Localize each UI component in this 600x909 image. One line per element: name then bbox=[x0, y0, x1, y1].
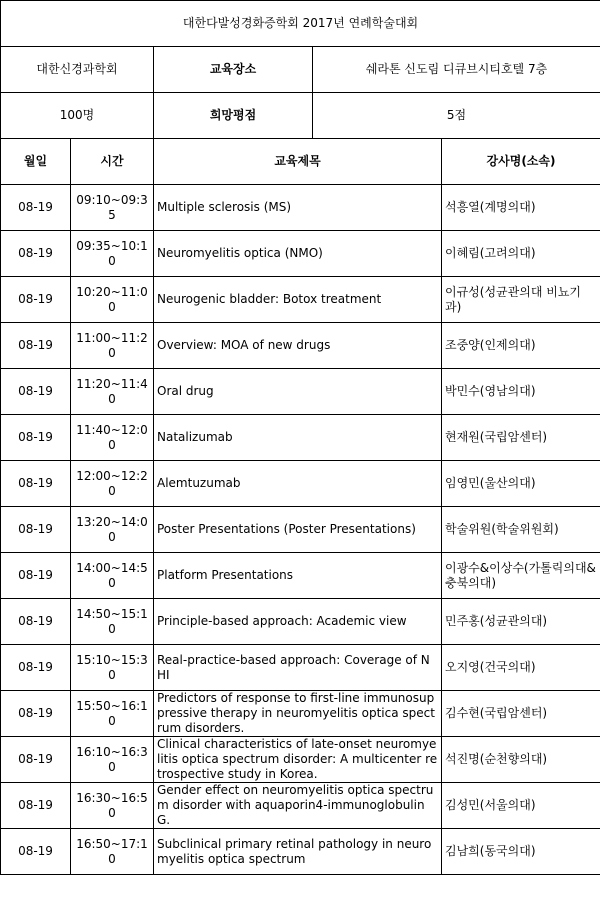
row-lecturer: 이광수&이상수(가톨릭의대&충북의대) bbox=[442, 553, 600, 599]
points-label: 희망평점 bbox=[154, 93, 313, 139]
row-date: 08-19 bbox=[1, 737, 71, 783]
row-time: 09:10~09:35 bbox=[71, 185, 154, 231]
row-lecturer: 조중양(인제의대) bbox=[442, 323, 600, 369]
row-subject: Multiple sclerosis (MS) bbox=[154, 185, 442, 231]
table-row bbox=[1, 599, 600, 645]
table-row bbox=[1, 415, 600, 461]
table-row bbox=[1, 553, 600, 599]
table-row bbox=[1, 461, 600, 507]
row-time: 16:30~16:50 bbox=[71, 783, 154, 829]
row-date: 08-19 bbox=[1, 599, 71, 645]
header-subject: 교육제목 bbox=[154, 139, 442, 185]
row-date: 08-19 bbox=[1, 415, 71, 461]
row-date: 08-19 bbox=[1, 645, 71, 691]
table-row bbox=[1, 369, 600, 415]
meta-row-points bbox=[1, 93, 600, 139]
row-subject: Real-practice-based approach: Coverage of NHI bbox=[154, 645, 442, 691]
row-subject: Predictors of response to first-line immunosuppressive therapy in neuromyelitis optica spectrum disorders. bbox=[154, 691, 442, 737]
row-subject: Overview: MOA of new drugs bbox=[154, 323, 442, 369]
row-time: 11:00~11:20 bbox=[71, 323, 154, 369]
table-row bbox=[1, 829, 600, 875]
row-subject: Neurogenic bladder: Botox treatment bbox=[154, 277, 442, 323]
row-lecturer: 현재원(국립암센터) bbox=[442, 415, 600, 461]
row-date: 08-19 bbox=[1, 185, 71, 231]
table-row bbox=[1, 323, 600, 369]
row-time: 16:10~16:30 bbox=[71, 737, 154, 783]
row-lecturer: 박민수(영남의대) bbox=[442, 369, 600, 415]
row-date: 08-19 bbox=[1, 691, 71, 737]
table-row bbox=[1, 277, 600, 323]
row-lecturer: 임영민(울산의대) bbox=[442, 461, 600, 507]
table-row bbox=[1, 507, 600, 553]
row-subject: Subclinical primary retinal pathology in neuromyelitis optica spectrum bbox=[154, 829, 442, 875]
row-time: 11:20~11:40 bbox=[71, 369, 154, 415]
row-time: 14:00~14:50 bbox=[71, 553, 154, 599]
row-time: 09:35~10:10 bbox=[71, 231, 154, 277]
title-row bbox=[1, 1, 600, 47]
table-row bbox=[1, 645, 600, 691]
row-subject: Clinical characteristics of late-onset neuromyelitis optica spectrum disorder: A multicenter retrospective study in Korea. bbox=[154, 737, 442, 783]
capacity: 100명 bbox=[1, 93, 154, 139]
row-date: 08-19 bbox=[1, 277, 71, 323]
venue: 쉐라톤 신도림 디큐브시티호텔 7층 bbox=[313, 47, 600, 93]
row-lecturer: 김남희(동국의대) bbox=[442, 829, 600, 875]
row-lecturer: 민주홍(성균관의대) bbox=[442, 599, 600, 645]
table-row bbox=[1, 185, 600, 231]
row-date: 08-19 bbox=[1, 323, 71, 369]
row-time: 10:20~11:00 bbox=[71, 277, 154, 323]
row-subject: Poster Presentations (Poster Presentations) bbox=[154, 507, 442, 553]
row-time: 11:40~12:00 bbox=[71, 415, 154, 461]
header-row bbox=[1, 139, 600, 185]
row-date: 08-19 bbox=[1, 553, 71, 599]
row-time: 13:20~14:00 bbox=[71, 507, 154, 553]
row-time: 14:50~15:10 bbox=[71, 599, 154, 645]
table-row bbox=[1, 737, 600, 783]
header-date: 월일 bbox=[1, 139, 71, 185]
row-subject: Gender effect on neuromyelitis optica spectrum disorder with aquaporin4-immunoglobulin G. bbox=[154, 783, 442, 829]
program-title: 대한다발성경화증학회 2017년 연례학술대회 bbox=[1, 1, 600, 47]
row-date: 08-19 bbox=[1, 461, 71, 507]
row-time: 15:50~16:10 bbox=[71, 691, 154, 737]
header-lecturer: 강사명(소속) bbox=[442, 139, 600, 185]
row-time: 12:00~12:20 bbox=[71, 461, 154, 507]
venue-label: 교육장소 bbox=[154, 47, 313, 93]
row-subject: Principle-based approach: Academic view bbox=[154, 599, 442, 645]
meta-row-venue bbox=[1, 47, 600, 93]
row-subject: Alemtuzumab bbox=[154, 461, 442, 507]
row-time: 15:10~15:30 bbox=[71, 645, 154, 691]
row-lecturer: 이혜림(고려의대) bbox=[442, 231, 600, 277]
row-date: 08-19 bbox=[1, 231, 71, 277]
row-lecturer: 오지영(건국의대) bbox=[442, 645, 600, 691]
row-subject: Platform Presentations bbox=[154, 553, 442, 599]
row-date: 08-19 bbox=[1, 507, 71, 553]
header-time: 시간 bbox=[71, 139, 154, 185]
row-lecturer: 학술위원(학술위원회) bbox=[442, 507, 600, 553]
row-lecturer: 이규성(성균관의대 비뇨기과) bbox=[442, 277, 600, 323]
row-time: 16:50~17:10 bbox=[71, 829, 154, 875]
row-lecturer: 석흥열(계명의대) bbox=[442, 185, 600, 231]
row-subject: Neuromyelitis optica (NMO) bbox=[154, 231, 442, 277]
table-row bbox=[1, 783, 600, 829]
row-lecturer: 김성민(서울의대) bbox=[442, 783, 600, 829]
row-subject: Natalizumab bbox=[154, 415, 442, 461]
row-date: 08-19 bbox=[1, 783, 71, 829]
row-lecturer: 김수현(국립암센터) bbox=[442, 691, 600, 737]
row-date: 08-19 bbox=[1, 829, 71, 875]
table-row bbox=[1, 691, 600, 737]
organizer: 대한신경과학회 bbox=[1, 47, 154, 93]
table-row bbox=[1, 231, 600, 277]
points: 5점 bbox=[313, 93, 600, 139]
row-lecturer: 석진명(순천향의대) bbox=[442, 737, 600, 783]
row-date: 08-19 bbox=[1, 369, 71, 415]
row-subject: Oral drug bbox=[154, 369, 442, 415]
